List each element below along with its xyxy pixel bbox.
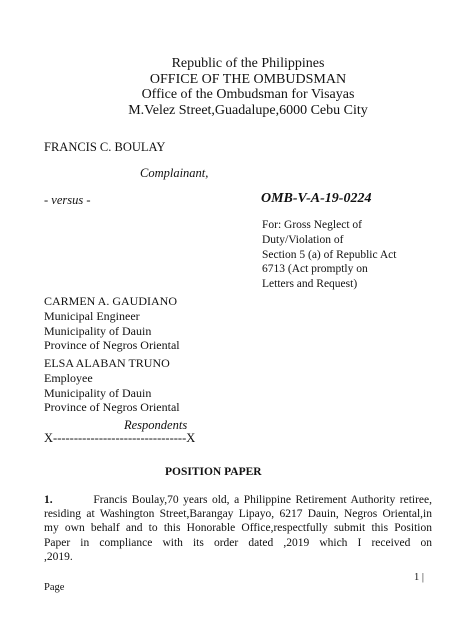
complainant-role: Complainant, bbox=[140, 166, 209, 180]
paragraph-line: my own behalf and to this Honorable Office,respectfully submit this Position bbox=[44, 522, 432, 535]
case-subject-line: Letters and Request) bbox=[262, 278, 358, 291]
page-number: 1 | bbox=[414, 572, 424, 583]
case-subject-line: For: Gross Neglect of bbox=[262, 219, 362, 231]
case-subject-line: Section 5 (a) of Republic Act bbox=[262, 248, 397, 261]
respondent-one-title: Municipal Engineer bbox=[44, 308, 140, 323]
respondent-two bbox=[44, 356, 180, 415]
page-label: Page bbox=[44, 582, 65, 593]
header-office: OFFICE OF THE OMBUDSMAN bbox=[149, 71, 347, 87]
paragraph-line: Paper in compliance with its order dated ,2019 which I received on bbox=[44, 536, 432, 549]
header-office-visayas: Office of the Ombudsman for Visayas bbox=[141, 87, 355, 102]
document-header bbox=[0, 56, 474, 118]
case-subject bbox=[262, 218, 412, 292]
caption-separator: X--------------------------------X bbox=[44, 431, 196, 445]
case-subject-line: 6713 (Act promptly on bbox=[262, 263, 368, 276]
paragraph-line: 1. Francis Boulay,70 years old, a Philippine Retirement Authority retiree, bbox=[44, 494, 432, 506]
respondent-one bbox=[44, 294, 180, 353]
respondent-one-province: Province of Negros Oriental bbox=[44, 338, 180, 353]
paragraph-line: ,2019. bbox=[44, 550, 73, 563]
case-subject-line: Duty/Violation of bbox=[262, 233, 344, 246]
respondent-two-municipality: Municipality of Dauin bbox=[44, 385, 152, 400]
respondent-two-name: ELSA ALABAN TRUNO bbox=[44, 356, 170, 370]
respondent-one-name: CARMEN A. GAUDIANO bbox=[44, 294, 178, 308]
versus-label: - versus - bbox=[44, 193, 91, 207]
document-title: POSITION PAPER bbox=[165, 466, 262, 478]
paragraph-number: 1. bbox=[44, 494, 53, 506]
paragraph-one bbox=[44, 493, 432, 564]
respondent-two-province: Province of Negros Oriental bbox=[44, 400, 180, 415]
case-number: OMB-V-A-19-0224 bbox=[261, 191, 372, 206]
respondents-label: Respondents bbox=[124, 418, 188, 432]
complainant-name: FRANCIS C. BOULAY bbox=[44, 140, 166, 154]
respondent-two-title: Employee bbox=[44, 370, 93, 385]
header-republic: Republic of the Philippines bbox=[171, 56, 325, 71]
header-address: M.Velez Street,Guadalupe,6000 Cebu City bbox=[128, 102, 368, 118]
paragraph-line: residing at Washington Street,Barangay Lipayo, 6217 Dauin, Negros Oriental,in bbox=[44, 508, 432, 521]
respondent-one-municipality: Municipality of Dauin bbox=[44, 323, 152, 338]
